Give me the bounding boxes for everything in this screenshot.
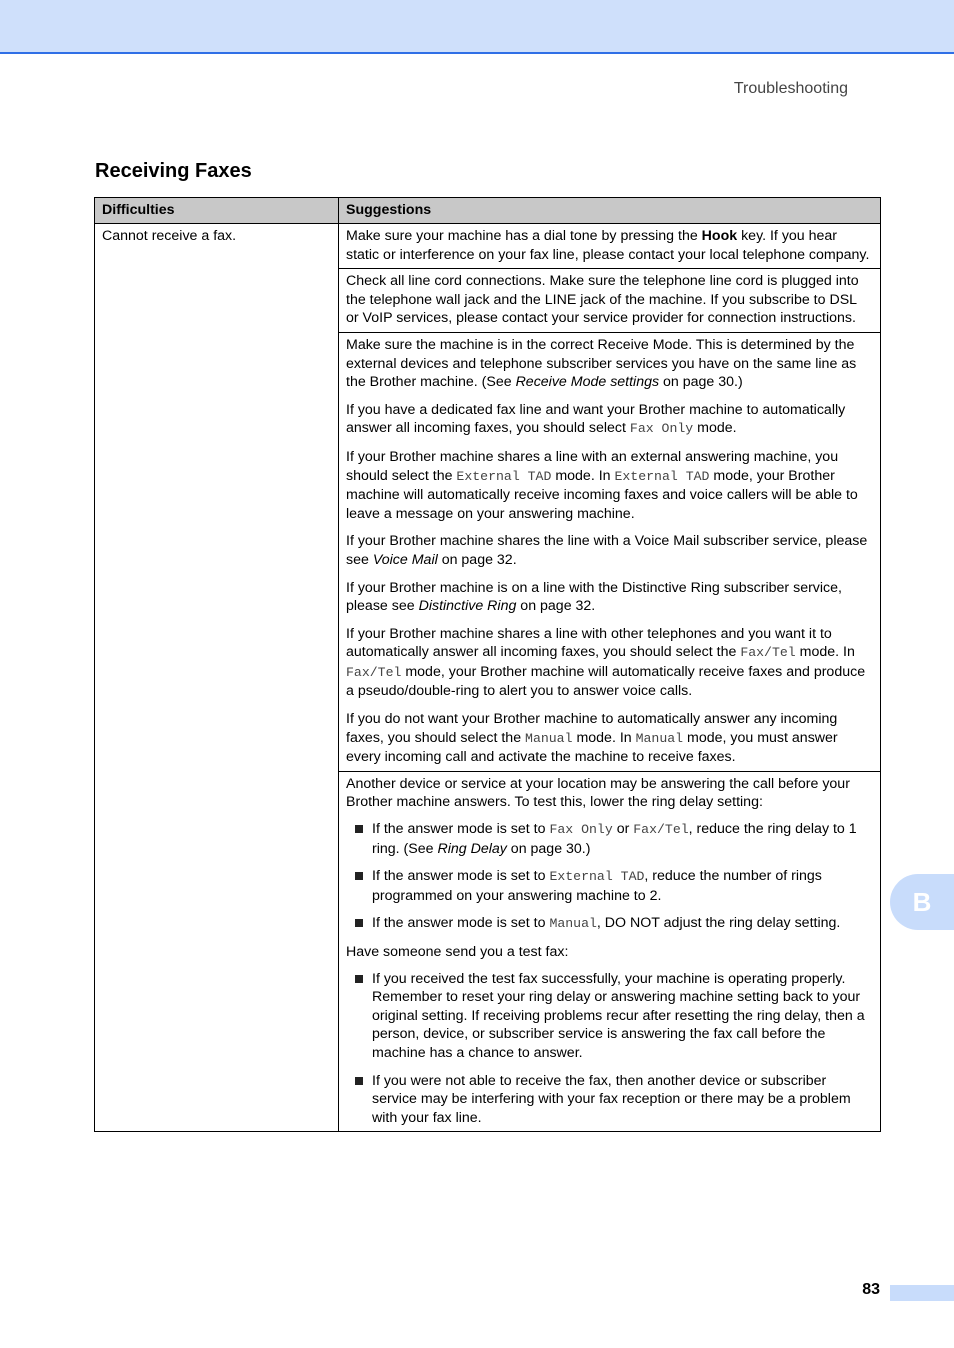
text-span: mode. In [572,729,636,746]
text-span: Make sure your machine has a dial tone by pressing the [346,228,702,244]
text-span: If you received the test fax successfully, your machine is operating properly. Remember to reset your ring delay or answering machine setting back to your original setting. If receiving problems recur after resetting the ring delay, then a person, device, or subscriber service is answering the fax call before the machine has a chance to answer. [372,970,865,1061]
suggestion-paragraph [346,710,873,767]
suggestion-paragraph: Check all line cord connections. Make sure the telephone line cord is plugged into the telephone wall jack and the LINE jack of the machine. If you subscribe to DSL or VoIP services, please contact your service provider for connection instructions. [346,273,859,327]
page-number-bar [890,1285,954,1301]
text-span: , reduce the number of rings programmed on your answering machine to 2. [372,868,822,904]
suggestion-paragraph: Another device or service at your location may be answering the call before your Brother machine answers. To test this, lower the ring delay setting: [346,775,850,811]
table-row [95,224,881,269]
text-span: on page 30.) [506,840,591,857]
text-span: , reduce the ring delay to 1 ring. (See [372,821,857,857]
text-span: If your Brother machine shares a line with other telephones and you want it to automatically answer all incoming faxes, you should select the [346,625,832,661]
mode-name: External TAD [614,468,710,484]
text-span: If your Brother machine shares the line with a Voice Mail subscriber service, please see [346,533,868,568]
list-item [346,867,873,905]
chapter-tab [890,874,954,930]
section-title: Receiving Faxes [95,160,252,182]
text-span: or [612,821,634,838]
suggestion-paragraph [346,532,873,569]
cross-reference: Voice Mail [372,551,438,568]
mode-name: Fax Only [629,421,694,437]
text-span: mode. In [551,467,615,484]
running-header: Troubleshooting [733,80,848,97]
mode-name: Manual [549,916,597,932]
difficulty-cell: Cannot receive a fax. [95,224,339,1132]
text-span: If the answer mode is set to [372,821,550,838]
mode-name: External TAD [456,468,552,484]
top-band [0,0,954,54]
suggestion-cell [339,771,881,1132]
square-bullet-icon [355,919,363,927]
text-span: on page 32. [516,598,596,615]
text-span: If your Brother machine shares a line with an external answering machine, you should select the [346,448,839,484]
mode-name: External TAD [549,869,645,885]
mode-name: Fax Only [549,822,613,838]
text-span: If the answer mode is set to [372,868,550,885]
text-span: If you were not able to receive the fax, then another device or subscriber service may be interfering with your fax reception or there may be a problem with your fax line. [372,1072,851,1126]
text-span: , DO NOT adjust the ring delay setting. [596,915,841,932]
mode-name: Manual [525,730,573,746]
text-span: key. If you hear static or interference on your fax line, please contact your local telephone company. [346,228,870,263]
suggestion-paragraph [346,336,873,392]
column-header-difficulties: Difficulties [95,198,339,224]
square-bullet-icon [355,872,363,880]
suggestion-cell [339,224,881,269]
cross-reference: Distinctive Ring [418,598,517,615]
square-bullet-icon [355,825,363,833]
text-span: on page 32. [437,551,517,568]
cross-reference: Ring Delay [437,840,507,857]
column-header-suggestions: Suggestions [339,198,881,224]
suggestion-paragraph [346,227,873,264]
text-span: mode. [693,420,737,437]
chapter-letter: B [912,886,932,917]
text-span: If you do not want your Brother machine to automatically answer any incoming faxes, you should select the [346,711,838,746]
suggestion-paragraph: Have someone send you a test fax: [346,944,569,960]
text-span: mode, your Brother machine will automatically receive faxes and produce a pseudo/double-ring to alert you to answer voice calls. [346,663,866,700]
text-span: mode. In [795,644,855,661]
suggestion-paragraph [346,579,873,616]
square-bullet-icon [355,975,363,983]
text-span: mode, your Brother machine will automatically receive incoming faxes and voice callers will be able to leave a message on your answering machine. [346,467,858,522]
cross-reference: Receive Mode settings [515,374,660,391]
text-span: Make sure the machine is in the correct Receive Mode. This is determined by the external devices and telephone subscriber services you have on the same line as the Brother machine. (See [346,336,857,391]
suggestion-paragraph [346,401,873,439]
list-item [346,970,873,1063]
mode-name: Fax/Tel [633,822,689,838]
text-span: on page 30.) [659,374,743,391]
list-item [346,820,873,858]
list-item [346,1072,873,1128]
text-span: If the answer mode is set to [372,915,550,932]
mode-name: Fax/Tel [740,645,796,661]
troubleshooting-table [94,197,881,1132]
text-span: If you have a dedicated fax line and want your Brother machine to automatically answer all incoming faxes, you should select [346,401,846,437]
bullet-list [346,970,873,1128]
hook-key-label: Hook [701,228,738,244]
suggestion-cell [339,269,881,333]
mode-name: Fax/Tel [346,664,402,680]
table-header-row [95,198,881,224]
suggestion-paragraph [346,625,873,701]
suggestion-cell [339,332,881,771]
mode-name: Manual [635,730,684,746]
page-number: 83 [862,1281,880,1298]
bullet-list [346,820,873,934]
square-bullet-icon [355,1077,363,1085]
text-span: If your Brother machine is on a line with the Distinctive Ring subscriber service, please see [346,579,842,615]
text-span: mode, you must answer every incoming call and activate the machine to receive faxes. [346,729,838,766]
list-item [346,914,873,934]
suggestion-paragraph [346,448,873,523]
